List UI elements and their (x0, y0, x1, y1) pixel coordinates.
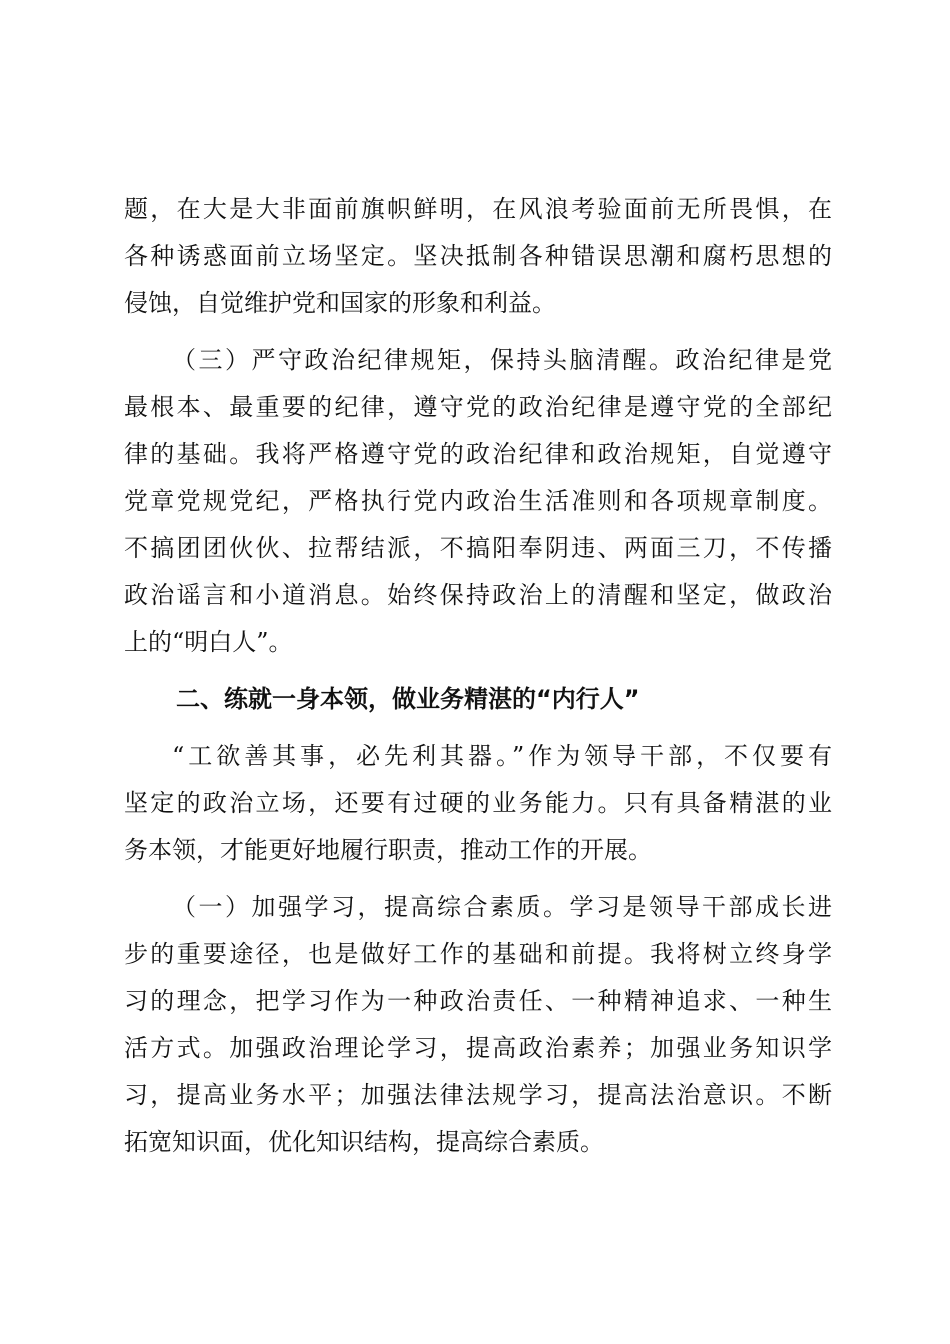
section-heading: 二、练就一身本领，做业务精湛的“内行人” (176, 685, 640, 713)
text-line: 务本领，才能更好地履行职责，推动工作的开展。 (124, 836, 652, 864)
text-line: （三）严守政治纪律规矩，保持头脑清醒。政治纪律是党 (172, 346, 832, 374)
paragraph-continued (124, 186, 832, 327)
text-line: 习的理念，把学习作为一种政治责任、一种精神追求、一种生 (124, 987, 832, 1015)
text-line: 坚定的政治立场，还要有过硬的业务能力。只有具备精湛的业 (124, 789, 832, 817)
paragraph-section-three (124, 337, 832, 666)
text-line: 习，提高业务水平；加强法律法规学习，提高法治意识。不断 (124, 1081, 832, 1109)
text-line: 最根本、最重要的纪律，遵守党的政治纪律是遵守党的全部纪 (124, 393, 832, 421)
text-line: 步的重要途径，也是做好工作的基础和前提。我将树立终身学 (124, 940, 832, 968)
text-line: “工欲善其事，必先利其器。”作为领导干部，不仅要有 (172, 742, 832, 770)
text-line: 上的“明白人”。 (124, 628, 293, 656)
paragraph-section-one (124, 884, 832, 1166)
text-line: 侵蚀，自觉维护党和国家的形象和利益。 (124, 289, 556, 317)
text-line: 各种诱惑面前立场坚定。坚决抵制各种错误思潮和腐朽思想的 (124, 242, 832, 270)
text-line: 不搞团团伙伙、拉帮结派，不搞阳奉阴违、两面三刀，不传播 (124, 534, 832, 562)
text-line: 活方式。加强政治理论学习，提高政治素养；加强业务知识学 (124, 1034, 832, 1062)
text-line: （一）加强学习，提高综合素质。学习是领导干部成长进 (172, 893, 832, 921)
document-body (124, 186, 832, 1166)
paragraph-intro (124, 733, 832, 874)
text-line: 党章党规党纪，严格执行党内政治生活准则和各项规章制度。 (124, 487, 832, 515)
text-line: 拓宽知识面，优化知识结构，提高综合素质。 (124, 1128, 604, 1156)
text-line: 题，在大是大非面前旗帜鲜明，在风浪考验面前无所畏惧，在 (124, 195, 832, 223)
text-line: 律的基础。我将严格遵守党的政治纪律和政治规矩，自觉遵守 (124, 440, 832, 468)
text-line: 政治谣言和小道消息。始终保持政治上的清醒和坚定，做政治 (124, 581, 832, 609)
